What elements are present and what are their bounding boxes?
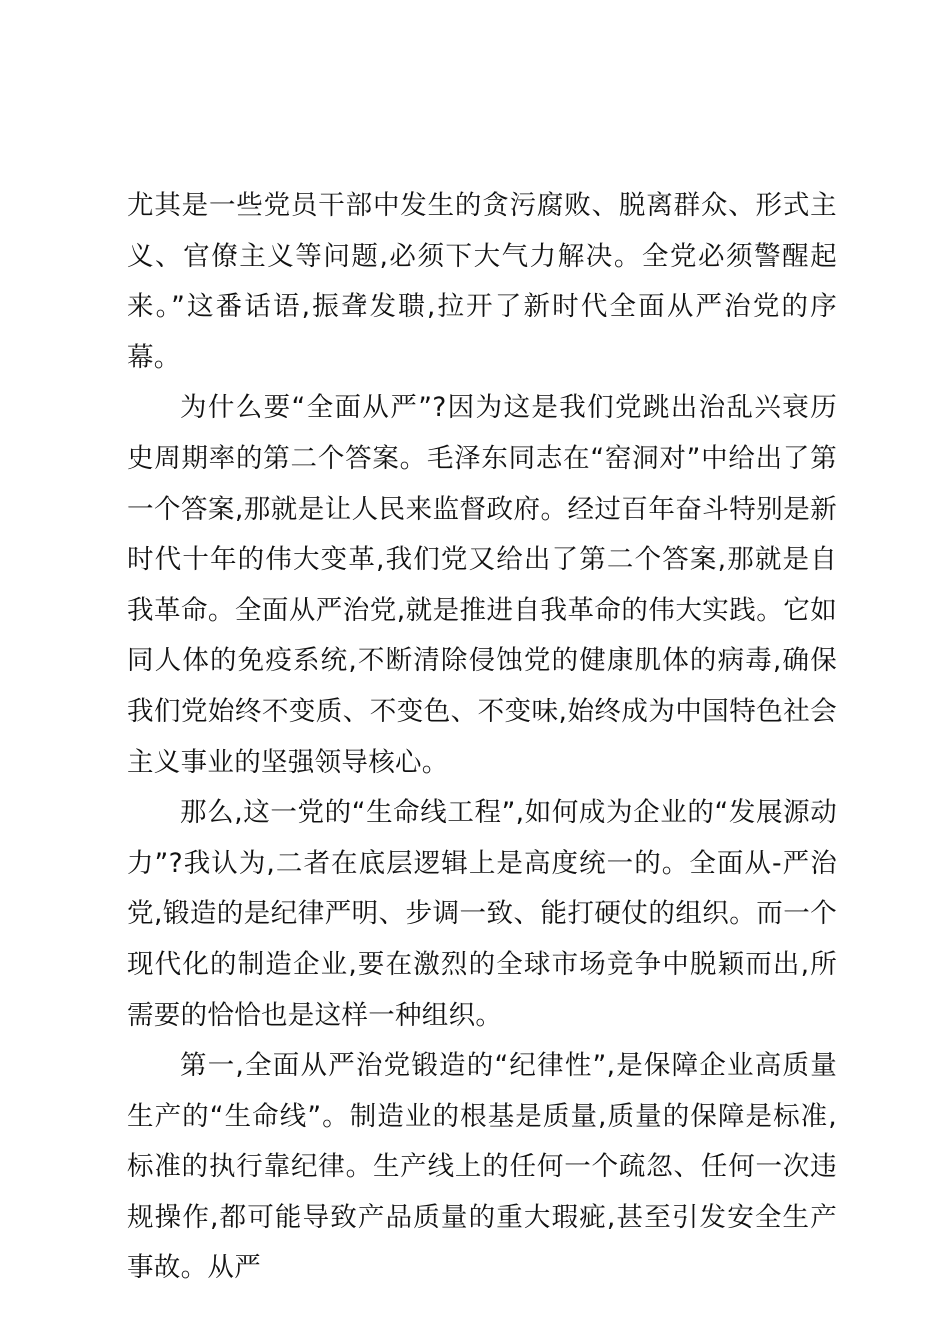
paragraph-1: 尤其是一些党员干部中发生的贪污腐败、脱离群众、形式主义、官僚主义等问题,必须下大气力解决。全党必须警醒起来。”这番话语,振聋发聩,拉开了新时代全面从严治党的序幕。 [127,190,837,373]
paragraph-4: 第一,全面从严治党锻造的“纪律性”,是保障企业高质量生产的“生命线”。制造业的根基是质量,质量的保障是标准,标准的执行靠纪律。生产线上的任何一个疏忽、任何一次违规操作,都可能导致产品质量的重大瑕疵,甚至引发安全生产事故。从严 [127,1050,837,1284]
paragraph-3: 那么,这一党的“生命线工程”,如何成为企业的“发展源动力”?我认为,二者在底层逻辑上是高度统一的。全面从-严治党,锻造的是纪律严明、步调一致、能打硬仗的组织。而一个现代化的制造企业,要在激烈的全球市场竞争中脱颖而出,所需要的恰恰也是这样一种组织。 [127,797,837,1031]
document-body [127,181,837,1294]
paragraph-2: 为什么要“全面从严”?因为这是我们党跳出治乱兴衰历史周期率的第二个答案。毛泽东同志在“窑洞对”中给出了第一个答案,那就是让人民来监督政府。经过百年奋斗特别是新时代十年的伟大变革,我们党又给出了第二个答案,那就是自我革命。全面从严治党,就是推进自我革命的伟大实践。它如同人体的免疫系统,不断清除侵蚀党的健康肌体的病毒,确保我们党始终不变质、不变色、不变味,始终成为中国特色社会主义事业的坚强领导核心。 [127,392,837,778]
